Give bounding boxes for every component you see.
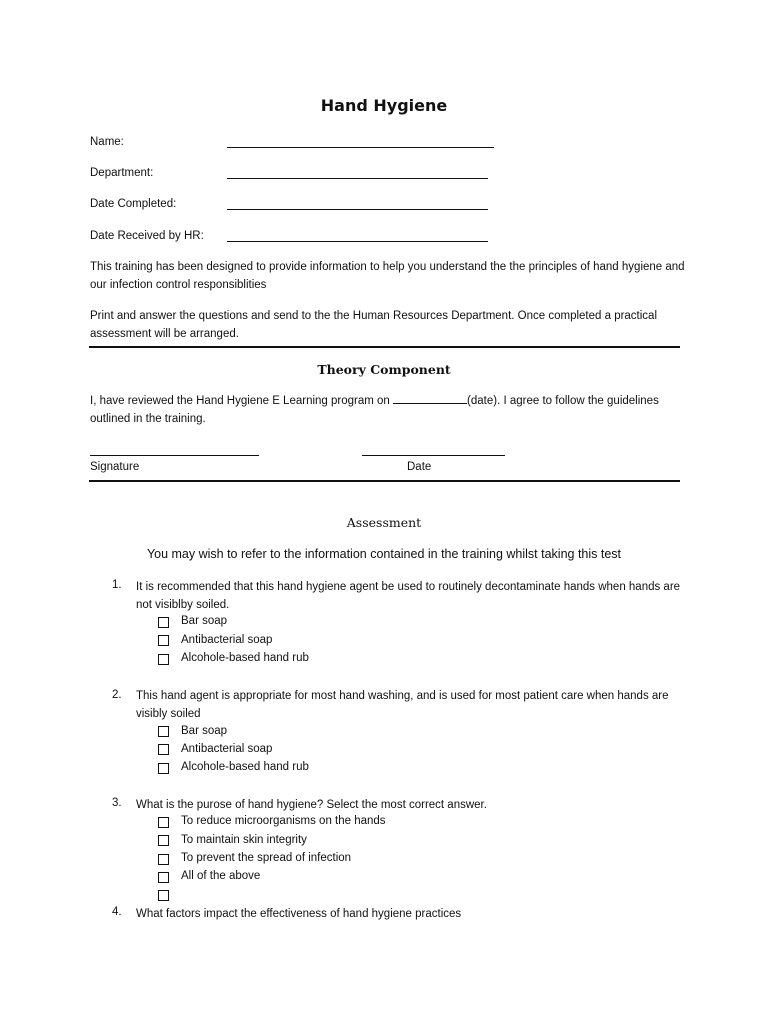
- option-label: All of the above: [181, 870, 261, 882]
- assessment-heading: Assessment: [346, 515, 422, 530]
- option-label: Bar soap: [181, 725, 228, 737]
- question-text: What is the purose of hand hygiene? Select the most correct answer.: [136, 799, 487, 811]
- date-received-label: Date Received by HR:: [90, 230, 204, 242]
- name-field[interactable]: [227, 147, 494, 148]
- theory-statement-end: (date). I agree to follow the guidelines outlined in the training.: [90, 395, 659, 425]
- option-label: To maintain skin integrity: [181, 834, 307, 846]
- checkbox[interactable]: [158, 835, 169, 846]
- checkbox[interactable]: [158, 617, 169, 628]
- theory-statement-start: I, have reviewed the Hand Hygiene E Learning program on: [90, 395, 390, 407]
- option-label: Antibacterial soap: [181, 743, 273, 755]
- checkbox[interactable]: [158, 744, 169, 755]
- department-field[interactable]: [227, 178, 488, 179]
- theory-heading: Theory Component: [317, 362, 451, 377]
- question-text: This hand agent is appropriate for most hand washing, and is used for most patient care when hands are visibly soiled: [136, 690, 669, 720]
- option-label: Antibacterial soap: [181, 634, 273, 646]
- date-completed-label: Date Completed:: [90, 198, 177, 210]
- checkbox[interactable]: [158, 726, 169, 737]
- question-number: 4.: [112, 906, 122, 918]
- checkbox[interactable]: [158, 635, 169, 646]
- date-received-field[interactable]: [227, 241, 488, 242]
- checkbox[interactable]: [158, 817, 169, 828]
- question-number: 1.: [112, 579, 122, 591]
- option-label: To reduce microorganisms on the hands: [181, 815, 386, 827]
- question-number: 3.: [112, 797, 122, 809]
- checkbox[interactable]: [158, 890, 169, 901]
- signature-field[interactable]: [90, 455, 259, 456]
- assessment-note: You may wish to refer to the information contained in the training whilst taking this test: [146, 547, 622, 561]
- intro-paragraph-1: This training has been designed to provide information to help you understand the the principles of hand hygiene and our infection control responsiblities: [90, 261, 685, 291]
- signature-label: Signature: [90, 461, 140, 473]
- review-date-field[interactable]: [393, 393, 467, 404]
- option-label: Bar soap: [181, 615, 228, 627]
- section-divider: [89, 346, 680, 348]
- question-text: It is recommended that this hand hygiene agent be used to routinely decontaminate hands when hands are not visiblby soiled.: [136, 581, 681, 611]
- date-completed-field[interactable]: [227, 209, 488, 210]
- option-label: Alcohole-based hand rub: [181, 761, 309, 773]
- intro-paragraph-2: Print and answer the questions and send to the the Human Resources Department. Once completed a practical assessment will be arranged.: [90, 310, 658, 340]
- page-title: Hand Hygiene: [320, 96, 448, 115]
- date-label: Date: [407, 461, 432, 473]
- question-text: What factors impact the effectiveness of hand hygiene practices: [136, 908, 462, 920]
- checkbox[interactable]: [158, 763, 169, 774]
- section-divider: [89, 480, 680, 482]
- department-label: Department:: [90, 167, 154, 179]
- name-label: Name:: [90, 136, 124, 148]
- signature-date-field[interactable]: [362, 455, 505, 456]
- question-number: 2.: [112, 689, 122, 701]
- theory-statement: [90, 392, 690, 428]
- checkbox[interactable]: [158, 654, 169, 665]
- option-label: To prevent the spread of infection: [181, 852, 352, 864]
- checkbox[interactable]: [158, 872, 169, 883]
- option-label: Alcohole-based hand rub: [181, 652, 309, 664]
- checkbox[interactable]: [158, 854, 169, 865]
